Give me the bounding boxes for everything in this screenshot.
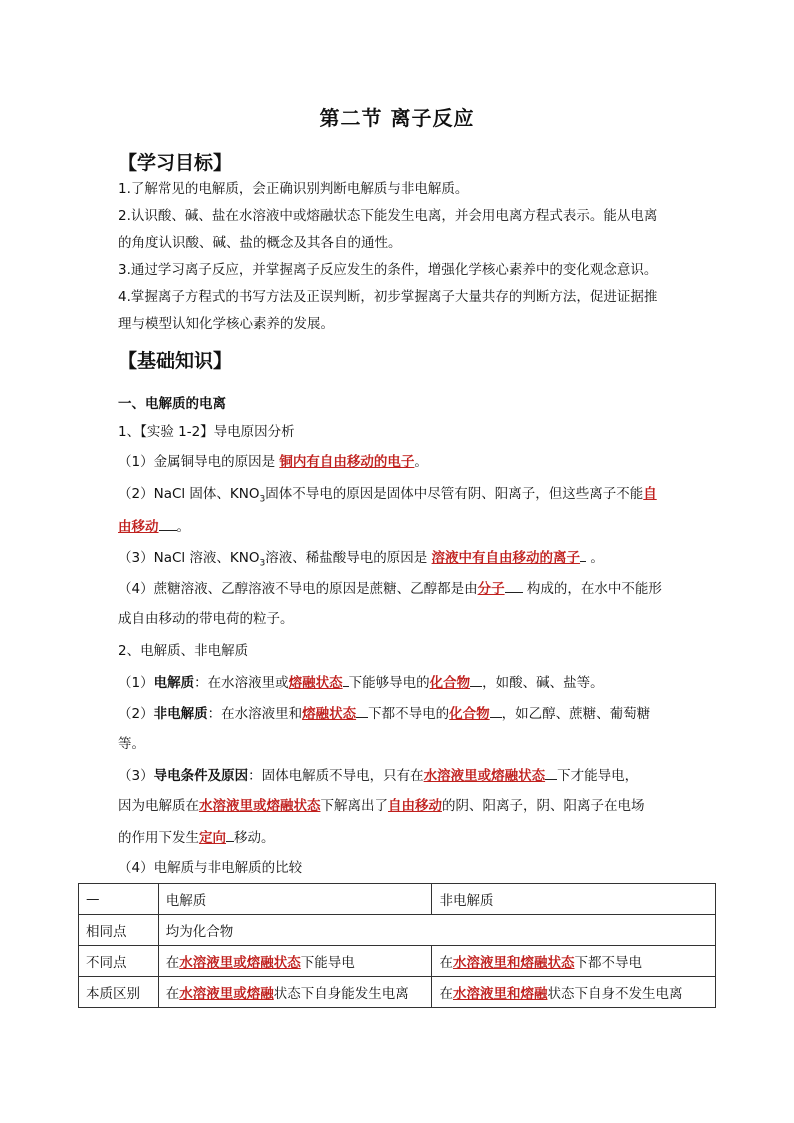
definition-nonelectrolyte-cont: 等。 xyxy=(118,736,145,752)
page-title: 第二节 离子反应 xyxy=(319,106,475,130)
table-cell: 在水溶液里和熔融状态下都不导电 xyxy=(432,946,716,977)
answer-blank: 溶液中有自由移动的离子 xyxy=(431,550,581,566)
answer-blank: 化合物 xyxy=(429,675,471,691)
goal-line-6: 理与模型认知化学核心素养的发展。 xyxy=(118,316,334,332)
definition-electrolyte: （1）电解质：在水溶液里或熔融状态 下能够导电的化合物 ，如酸、碱、盐等。 xyxy=(118,672,678,693)
answer-blank: 自 xyxy=(643,486,657,502)
answer-blank: 由移动 xyxy=(118,519,159,535)
answer-blank: 水溶液里或熔融 xyxy=(179,986,274,1002)
table-cell: 在水溶液里或熔融状态下能导电 xyxy=(158,946,432,977)
goals-heading: 【学习目标】 xyxy=(118,152,233,174)
question-2: （2）NaCl 固体、$KNO_3$固体不导电的原因是固体中尽管有阴、阳离子，但这些离子不能自 xyxy=(118,486,657,505)
answer-blank: 熔融状态 xyxy=(288,675,343,691)
answer-blank: 分子 xyxy=(477,581,505,597)
answer-blank: 铜内有自由移动的电子 xyxy=(279,454,415,470)
conduction-condition-2: 因为电解质在水溶液里或熔融状态下解离出了自由移动的阴、阳离子，阴、阳离子在电场 xyxy=(118,798,645,814)
table-header-cell: 非电解质 xyxy=(432,884,716,915)
answer-blank: 定向 xyxy=(199,830,226,846)
answer-blank: 熔融状态 xyxy=(302,706,357,722)
question-4: （4）蔗糖溶液、乙醇溶液不导电的原因是蔗糖、乙醇都是由分子 构成的，在水中不能形 xyxy=(118,578,678,599)
answer-blank: 水溶液里和熔融状态 xyxy=(452,955,575,971)
part1-heading: 一、电解质的电离 xyxy=(118,396,226,412)
conduction-condition: （3）导电条件及原因：固体电解质不导电，只有在水溶液里或熔融状态 下才能导电， xyxy=(118,765,678,786)
comparison-table xyxy=(78,883,716,1008)
row-label-diff: 不同点 xyxy=(79,946,159,977)
answer-blank: 化合物 xyxy=(449,706,490,722)
question-1: （1）金属铜导电的原因是 铜内有自由移动的电子。 xyxy=(118,454,428,470)
row-label-essence: 本质区别 xyxy=(79,977,159,1008)
part2-line: 2、电解质、非电解质 xyxy=(118,643,249,659)
goal-line-5: 4.掌握离子方程式的书写方法及正误判断，初步掌握离子大量共存的判断方法，促进证据推 xyxy=(118,289,658,305)
goal-line-4: 3.通过学习离子反应，并掌握离子反应发生的条件，增强化学核心素养中的变化观念意识。 xyxy=(118,262,658,278)
table-header-cell: — xyxy=(79,884,159,915)
table-cell: 在水溶液里或熔融状态下自身能发生电离 xyxy=(158,977,432,1008)
conduction-condition-3: 的作用下发生定向 移动。 xyxy=(118,827,678,848)
table-cell: 均为化合物 xyxy=(158,915,715,946)
answer-blank: 自由移动 xyxy=(388,798,442,814)
question-2-cont: 由移动 。 xyxy=(118,516,678,537)
goal-line-1: 1.了解常见的电解质，会正确识别判断电解质与非电解质。 xyxy=(118,181,469,197)
definition-nonelectrolyte: （2）非电解质：在水溶液里和熔融状态 下都不导电的化合物 ，如乙醇、蔗糖、葡萄糖 xyxy=(118,703,678,724)
goal-line-2: 2.认识酸、碱、盐在水溶液中或熔融状态下能发生电离，并会用电离方程式表示。能从电离 xyxy=(118,208,658,224)
row-label-same: 相同点 xyxy=(79,915,159,946)
table-header-cell: 电解质 xyxy=(158,884,432,915)
basics-heading: 【基础知识】 xyxy=(118,350,233,372)
answer-blank: 水溶液里或熔融状态 xyxy=(179,955,301,971)
table-row xyxy=(79,946,716,977)
question-3: （3）NaCl 溶液、$KNO_3$溶液、稀盐酸导电的原因是 溶液中有自由移动的离子 。 xyxy=(118,547,678,574)
comparison-caption: （4）电解质与非电解质的比较 xyxy=(118,860,303,876)
answer-blank: 水溶液里或熔融状态 xyxy=(423,768,546,784)
table-cell: 在水溶液里和熔融状态下自身不发生电离 xyxy=(432,977,716,1008)
table-row xyxy=(79,977,716,1008)
answer-blank: 水溶液里和熔融 xyxy=(452,986,548,1002)
question-4-cont: 成自由移动的带电荷的粒子。 xyxy=(118,611,294,627)
table-row xyxy=(79,915,716,946)
answer-blank: 水溶液里或熔融状态 xyxy=(199,798,321,814)
table-row xyxy=(79,884,716,915)
goal-line-3: 的角度认识酸、碱、盐的概念及其各自的通性。 xyxy=(118,235,402,251)
experiment-line: 1、【实验 1-2】导电原因分析 xyxy=(118,424,295,440)
